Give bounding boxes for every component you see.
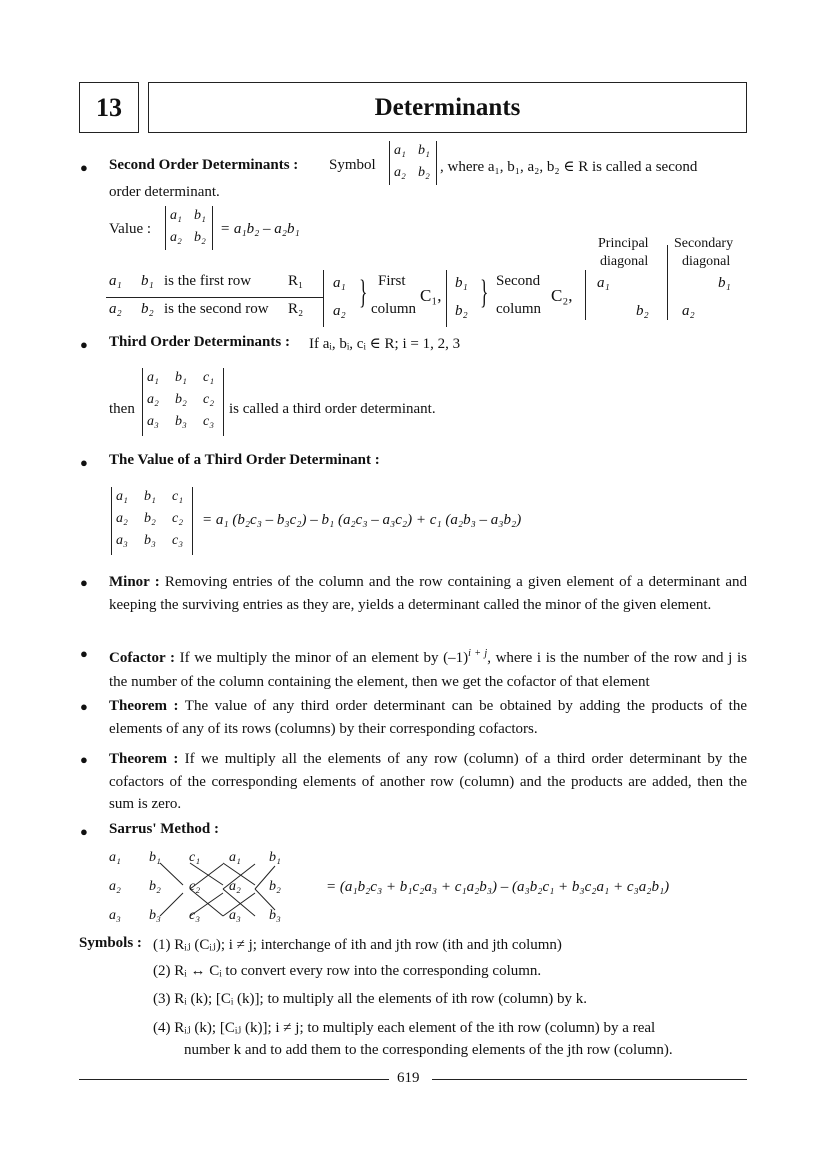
- row1-a1: a₁: [109, 273, 122, 289]
- minor-paragraph: [109, 571, 747, 616]
- column-label-1: column: [371, 301, 416, 317]
- theorem1-text: The value of any third order determinant can be obtained by adding the products of the elements of any of its rows (columns) by their corresponding cofactors.: [109, 698, 748, 737]
- third-order-called: is called a third order determinant.: [229, 401, 436, 417]
- diag-divider: [667, 245, 668, 320]
- cofactor-title: Cofactor :: [109, 650, 176, 666]
- value-formula: = a₁b₂ – a₂b₁: [220, 221, 300, 237]
- theorem2-title: Theorem :: [109, 751, 179, 767]
- page-number: 619: [397, 1070, 420, 1086]
- bullet-icon: ●: [80, 455, 88, 470]
- row2-a2: a₂: [109, 301, 122, 317]
- chapter-title-box: [148, 82, 747, 133]
- brace-icon: }: [359, 274, 368, 311]
- row1-b1: b₁: [141, 273, 154, 289]
- second-order-title: Second Order Determinants :: [109, 157, 299, 173]
- sarrus-title: Sarrus' Method :: [109, 821, 219, 837]
- cofactor-text-a: If we multiply the minor of an element by (–1): [179, 650, 469, 666]
- sarrus-diagram: a₁ b₁ c₁ a₁ b₁ a₂ b₂ c₂ a₂ b₂ a₃ b₃ c₃ a₃ b₃: [105, 848, 305, 930]
- theorem2-paragraph: [109, 748, 747, 816]
- c2-label: C₂,: [551, 286, 573, 305]
- principal-a1: a₁: [597, 275, 610, 291]
- row-divider: [106, 297, 323, 298]
- col1-a1: a₁: [333, 275, 346, 291]
- secondary-label: Secondary: [674, 236, 734, 251]
- principal-b2: b₂: [636, 303, 649, 319]
- theorem1-paragraph: [109, 695, 747, 741]
- value-third-determinant: a₁ b₁ c₁ a₂ b₂ c₂ a₃ b₃ c₃: [111, 487, 193, 555]
- col-divider: [323, 270, 324, 327]
- minor-text: Removing entries of the column and the row containing a given element of a determinant and keeping the surviving entries as they are, yields a determinant called the minor of the given element.: [109, 574, 747, 613]
- value-third-formula: = a₁ (b₂c₃ – b₃c₂) – b₁ (a₂c₃ – a₃c₂) + c₁ (a₂b₃ – a₃b₂): [202, 512, 522, 528]
- third-order-title: Third Order Determinants :: [109, 334, 290, 350]
- column-label-2: column: [496, 301, 541, 317]
- bullet-icon: ●: [80, 337, 88, 352]
- third-order-determinant: a₁ b₁ c₁ a₂ b₂ c₂ a₃ b₃ c₃: [142, 368, 224, 436]
- secondary-b1: b₁: [718, 275, 731, 291]
- sarrus-formula: = (a₁b₂c₃ + b₁c₂a₃ + c₁a₂b₃) – (a₃b₂c₁ + b₃c₂a₁ + c₃a₂b₁): [326, 879, 670, 895]
- bullet-icon: ●: [80, 646, 88, 661]
- symbols-item-4-cont: number k and to add them to the corresponding elements of the jth row (column).: [184, 1042, 673, 1058]
- row1-text: is the first row: [164, 273, 252, 289]
- secondary-diagonal-label: diagonal: [682, 254, 731, 269]
- bullet-icon: ●: [80, 824, 88, 839]
- theorem2-text: If we multiply all the elements of any row (column) of a third order determinant by the cofactors of the corresponding elements of another row (column) and the products are added, then the sum is zero.: [109, 751, 747, 812]
- principal-label: Principal: [598, 236, 649, 251]
- symbols-item-4: (4) Rᵢⱼ (k); [Cᵢⱼ (k)]; i ≠ j; to multiply each element of the ith row (column) by a real: [153, 1020, 656, 1036]
- footer-rule-left: [79, 1079, 389, 1080]
- symbols-item-2: (2) Rᵢ ↔ Cᵢ to convert every row into the corresponding column.: [153, 963, 542, 979]
- secondary-a2: a₂: [682, 303, 695, 319]
- row2-b2: b₂: [141, 301, 154, 317]
- value-label: Value :: [109, 221, 152, 237]
- second-label: Second: [496, 273, 541, 289]
- then-label: then: [109, 401, 135, 417]
- second-order-text-line2: order determinant.: [109, 184, 220, 200]
- cofactor-paragraph: [109, 642, 747, 694]
- symbol-label: Symbol: [329, 157, 376, 173]
- value-determinant: a₁ b₁ a₂ b₂: [165, 206, 213, 250]
- cofactor-exponent: i + j: [468, 648, 488, 659]
- col1-a2: a₂: [333, 303, 346, 319]
- col-divider-2: [446, 270, 447, 327]
- minor-title: Minor :: [109, 574, 160, 590]
- symbols-title: Symbols :: [79, 935, 142, 951]
- theorem1-title: Theorem :: [109, 698, 179, 714]
- col2-b1: b₁: [455, 275, 468, 291]
- chapter-title: Determinants: [374, 94, 521, 121]
- chapter-number: 13: [96, 93, 122, 122]
- bullet-icon: ●: [80, 752, 88, 767]
- row2-text: is the second row: [164, 301, 269, 317]
- symbols-item-1: (1) Rᵢⱼ (Cᵢⱼ); i ≠ j; interchange of ith and jth row (ith and jth column): [153, 937, 562, 953]
- bullet-icon: ●: [80, 575, 88, 590]
- symbols-item-3: (3) Rᵢ (k); [Cᵢ (k)]; to multiply all the elements of ith row (column) by k.: [153, 991, 587, 1007]
- value-third-title: The Value of a Third Order Determinant :: [109, 452, 380, 468]
- brace-icon: }: [480, 274, 489, 311]
- diag-divider: [585, 270, 586, 320]
- third-order-condition: If aᵢ, bᵢ, cᵢ ∈ R; i = 1, 2, 3: [309, 336, 461, 352]
- cofactor-text-b: , where i is the number of the row and j is the number of the column containing the element, then we get the cofactor of that element: [109, 650, 748, 690]
- footer-rule-right: [432, 1079, 747, 1080]
- bullet-icon: ●: [80, 160, 88, 175]
- row1-r1: R₁: [288, 273, 304, 289]
- c1-label: C₁,: [420, 286, 442, 305]
- bullet-icon: ●: [80, 699, 88, 714]
- chapter-number-box: [79, 82, 139, 133]
- symbol-determinant: a₁ b₁ a₂ b₂: [389, 141, 437, 185]
- row2-r2: R₂: [288, 301, 304, 317]
- second-order-text: , where a₁, b₁, a₂, b₂ ∈ R is called a second: [440, 159, 698, 175]
- col2-b2: b₂: [455, 303, 468, 319]
- first-label: First: [378, 273, 406, 289]
- principal-diagonal-label: diagonal: [600, 254, 649, 269]
